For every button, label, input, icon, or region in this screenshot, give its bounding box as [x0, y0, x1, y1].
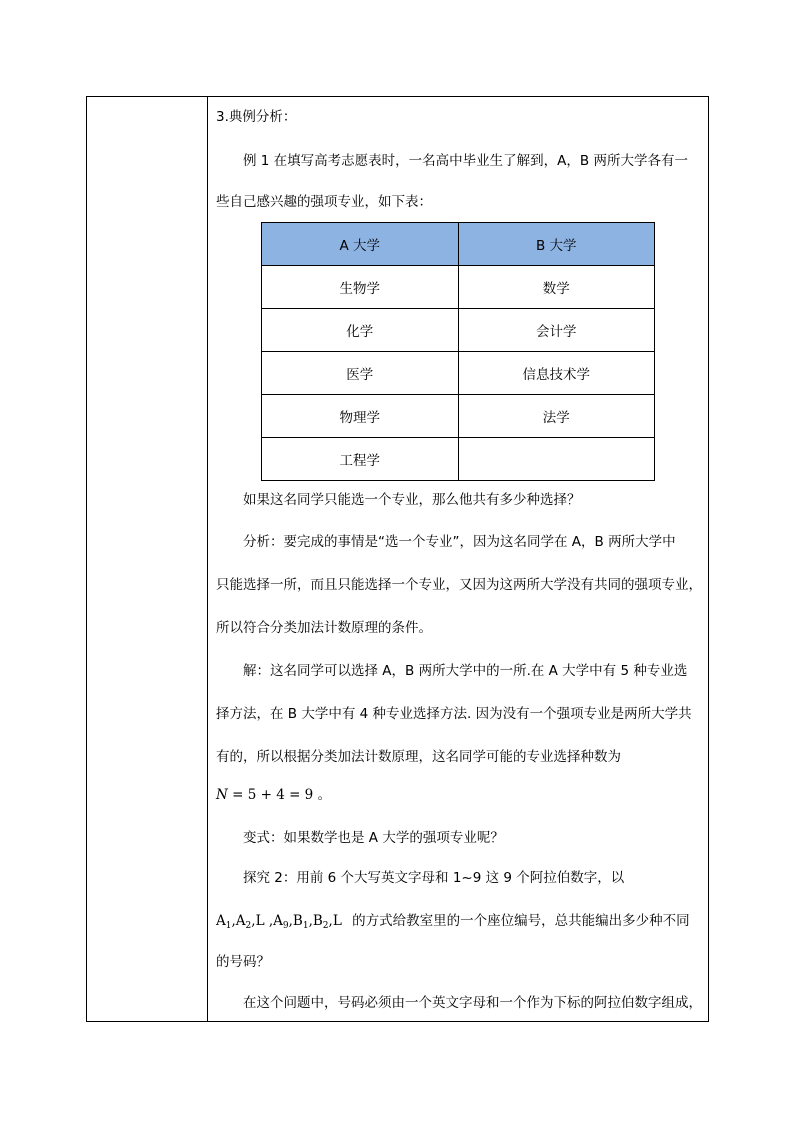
explore2-line1: 探究 2：用前 6 个大写英文字母和 1~9 这 9 个阿拉伯数字，以 — [243, 870, 625, 886]
explore2-line3: 的号码？ — [216, 954, 270, 970]
variant-text: 变式：如果数学也是 A 大学的强项专业呢？ — [243, 830, 504, 846]
table-row — [262, 395, 655, 438]
table-cell: 信息技术学 — [458, 352, 655, 395]
table-cell: 法学 — [458, 395, 655, 438]
formula-period: 。 — [317, 787, 332, 803]
column-divider — [207, 96, 208, 1022]
university-majors-table — [261, 222, 655, 481]
example1-line1: 例 1 在填写高考志愿表时，一名高中毕业生了解到，A，B 两所大学各有一 — [243, 153, 688, 169]
analysis-line3: 所以符合分类加法计数原理的条件。 — [216, 620, 432, 636]
explore2-line2 — [216, 912, 690, 935]
table-row — [262, 352, 655, 395]
solution-line3: 有的，所以根据分类加法计数原理，这名同学可能的专业选择种数为 — [216, 749, 621, 765]
analysis-line1: 分析：要完成的事情是“选一个专业”，因为这名同学在 A，B 两所大学中 — [243, 534, 676, 550]
section-title: 3.典例分析： — [216, 109, 297, 125]
table-cell: 会计学 — [458, 309, 655, 352]
header-a-university: A 大学 — [262, 223, 459, 266]
question-text: 如果这名同学只能选一个专业，那么他共有多少种选择？ — [243, 492, 581, 508]
table-header-row — [262, 223, 655, 266]
solution-line2: 择方法，在 B 大学中有 4 种专业选择方法. 因为没有一个强项专业是两所大学共 — [216, 706, 692, 722]
table-cell: 化学 — [262, 309, 459, 352]
solution-formula — [216, 786, 331, 804]
table-cell — [458, 438, 655, 481]
table-cell: 生物学 — [262, 266, 459, 309]
analysis-line2: 只能选择一所，而且只能选择一个专业，又因为这两所大学没有共同的强项专业， — [216, 577, 702, 593]
table-cell: 物理学 — [262, 395, 459, 438]
table-row — [262, 438, 655, 481]
solution-line1: 解：这名同学可以选择 A，B 两所大学中的一所.在 A 大学中有 5 种专业选 — [243, 663, 688, 679]
table-cell: 工程学 — [262, 438, 459, 481]
example1-line2: 些自己感兴趣的强项专业，如下表： — [216, 194, 432, 210]
header-b-university: B 大学 — [458, 223, 655, 266]
table-row — [262, 266, 655, 309]
table-cell: 医学 — [262, 352, 459, 395]
closing-line: 在这个问题中，号码必须由一个英文字母和一个作为下标的阿拉伯数字组成， — [243, 995, 702, 1011]
seat-formula: $A_1,A_2,L$ $,A_9,B_1,B_2,L$ — [216, 913, 342, 931]
explore2-line2-text: 的方式给教室里的一个座位编号，总共能编出多少种不同 — [352, 913, 690, 929]
formula-expression: = 5 + 4 = 9 — [232, 787, 314, 803]
table-row — [262, 309, 655, 352]
table-cell: 数学 — [458, 266, 655, 309]
formula-variable: N — [216, 787, 228, 803]
